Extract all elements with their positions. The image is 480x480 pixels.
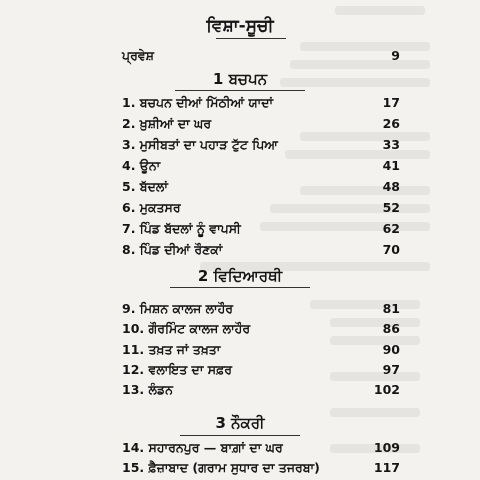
toc-entry-page: 102 [373, 382, 400, 397]
toc-entry-label: 12. ਵਲਾਇਤ ਦਾ ਸਫ਼ਰ [122, 362, 233, 377]
section-underline-3 [180, 435, 300, 436]
section-underline-1 [175, 90, 305, 91]
toc-entry-page: 62 [382, 221, 400, 236]
page-title: ਵਿਸ਼ਾ-ਸੂਚੀ [206, 16, 274, 36]
toc-entry [122, 439, 400, 457]
toc-entry-page: 33 [382, 137, 400, 152]
toc-entry-label: 8. ਪਿੰਡ ਦੀਆਂ ਰੌਣਕਾਂ [122, 242, 223, 257]
toc-entry-label: 4. ਊਨਾ [122, 158, 161, 173]
toc-entry-page: 26 [382, 116, 400, 131]
toc-entry [122, 115, 400, 133]
section-heading-3: 3 ਨੌਕਰੀ [215, 414, 265, 432]
toc-entry-label: 15. ਫ਼ੈਜ਼ਾਬਾਦ (ਗਰਾਮ ਸੁਧਾਰ ਦਾ ਤਜਰਬਾ) [122, 460, 320, 475]
toc-entry-label: 11. ਤਖ਼ਤ ਜਾਂ ਤਖ਼ਤਾ [122, 342, 221, 357]
toc-entry [122, 220, 400, 238]
toc-entry [122, 320, 400, 338]
toc-entry-label: 14. ਸਹਾਰਨਪੁਰ — ਬਾਗ਼ਾਂ ਦਾ ਘਰ [122, 440, 283, 455]
toc-entry-page: 41 [382, 158, 400, 173]
toc-entry-page: 48 [382, 179, 400, 194]
toc-entry-label: 9. ਮਿਸ਼ਨ ਕਾਲਜ ਲਾਹੌਰ [122, 301, 234, 316]
toc-entry-label: 5. ਬੱਦਲਾਂ [122, 179, 168, 194]
toc-entry-label: ਪ੍ਰਵੇਸ਼ [122, 48, 154, 63]
toc-entry [122, 94, 400, 112]
toc-entry-page: 117 [373, 460, 400, 475]
toc-entry-label: 6. ਮੁਕਤਸਰ [122, 200, 181, 215]
toc-entry-page: 52 [382, 200, 400, 215]
toc-entry-intro [122, 47, 400, 65]
toc-entry [122, 300, 400, 318]
toc-entry [122, 136, 400, 154]
toc-entry-page: 70 [382, 242, 400, 257]
toc-entry [122, 341, 400, 359]
toc-entry-page: 17 [382, 95, 400, 110]
section-heading-1: 1 ਬਚਪਨ [212, 70, 268, 88]
toc-entry-page: 9 [391, 48, 400, 63]
toc-entry [122, 381, 400, 399]
toc-entry [122, 241, 400, 259]
title-underline [216, 38, 286, 39]
toc-entry-page: 86 [382, 321, 400, 336]
toc-entry-label: 7. ਪਿੰਡ ਬੱਦਲਾਂ ਨੂੰ ਵਾਪਸੀ [122, 221, 241, 236]
toc-entry-page: 109 [373, 440, 400, 455]
toc-entry [122, 199, 400, 217]
section-underline-2 [170, 287, 310, 288]
toc-entry-label: 2. ਖ਼ੁਸ਼ੀਆਂ ਦਾ ਘਰ [122, 116, 212, 131]
toc-entry [122, 157, 400, 175]
toc-entry [122, 178, 400, 196]
toc-entry [122, 361, 400, 379]
toc-entry-label: 13. ਲੰਡਨ [122, 382, 173, 397]
toc-entry-page: 97 [382, 362, 400, 377]
toc-entry-label: 10. ਗੌਰਮਿੰਟ ਕਾਲਜ ਲਾਹੌਰ [122, 321, 251, 336]
toc-entry-label: 3. ਮੁਸੀਬਤਾਂ ਦਾ ਪਹਾੜ ਟੁੱਟ ਪਿਆ [122, 137, 278, 152]
toc-entry [122, 459, 400, 477]
toc-entry-label: 1. ਬਚਪਨ ਦੀਆਂ ਮਿੱਠੀਆਂ ਯਾਦਾਂ [122, 95, 274, 110]
toc-entry-page: 81 [382, 301, 400, 316]
section-heading-2: 2 ਵਿਦਿਆਰਥੀ [197, 267, 283, 285]
toc-entry-page: 90 [382, 342, 400, 357]
